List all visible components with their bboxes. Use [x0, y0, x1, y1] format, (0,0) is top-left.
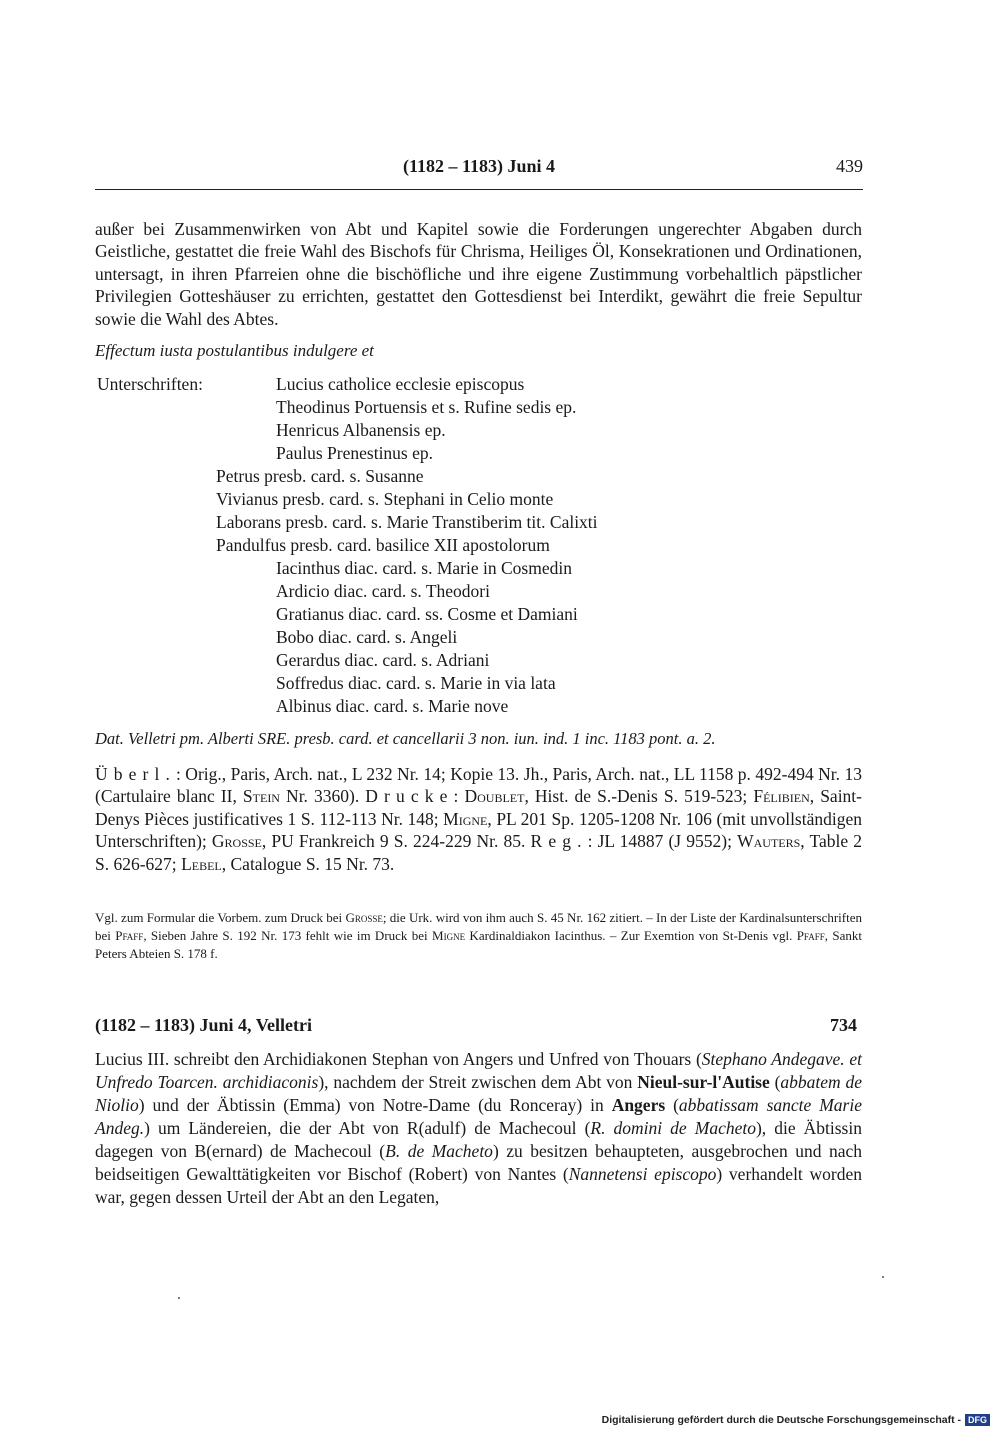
header-rule [95, 189, 863, 190]
reg-label: Reg. [530, 831, 588, 852]
transmission-paragraph: Überl.: Orig., Paris, Arch. nat., L 232 Nr. 14; Kopie 13. Jh., Paris, Arch. nat., LL 1158 p. 492-494 Nr. 13 (Cartulaire blanc II, Stein Nr. 3360). Drucke: Doublet, Hist. de S.-Denis S. 519-523; Félibien, Saint-Denys Pièces justificatives 1 S. 112-113 Nr. 148; Migne, PL 201 Sp. 1205-1208 Nr. 106 (mit unvollständigen Unterschriften); Grosse, PU Frankreich 9 S. 224-229 Nr. 85. Reg.: JL 14887 (J 9552); Wauters, Table 2 S. 626-627; Lebel, Catalogue S. 15 Nr. 73. [95, 764, 863, 874]
scan-speck [178, 1297, 180, 1299]
subscription: Gratianus diac. card. ss. Cosme et Damiani [276, 604, 578, 624]
running-title: (1182 – 1183) Juni 4 [402, 156, 556, 176]
subscription: Iacinthus diac. card. s. Marie in Cosmedin [276, 558, 572, 578]
subscription: Theodinus Portuensis et s. Rufine sedis ep. [276, 397, 577, 417]
page-number: 439 [836, 156, 863, 176]
subscription: Ardicio diac. card. s. Theodori [276, 581, 490, 601]
subscription: Laborans presb. card. s. Marie Transtiberim tit. Calixti [216, 512, 598, 532]
regest-heading [95, 1015, 857, 1039]
footer-text: Digitalisierung gefördert durch die Deutsche Forschungsgemeinschaft - [601, 1414, 961, 1426]
regest-number: 734 [830, 1015, 857, 1035]
drucke-label: Drucke [365, 786, 454, 807]
scan-speck [882, 1276, 884, 1278]
commentary-note: Vgl. zum Formular die Vorbem. zum Druck bei Grosse; die Urk. wird von ihm auch S. 45 Nr. 162 zitiert. – In der Liste der Kardinalsunterschriften bei Pfaff, Sieben Jahre S. 192 Nr. 173 fehlt wie im Druck bei Migne Kardinaldiakon Iacinthus. – Zur Exemtion von St-Denis vgl. Pfaff, Sankt Peters Abteien S. 178 f. [95, 910, 862, 961]
regest-text: Lucius III. schreibt den Archidiakonen Stephan von Angers und Unfred von Thouars (Stephano Andegave. et Unfredo Toarcen. archidiaconis), nachdem der Streit zwischen dem Abt von Nieul-sur-l'Autise (abbatem de Niolio) und der Äbtissin (Emma) von Notre-Dame (du Ronceray) in Angers (abbatissam sancte Marie Andeg.) um Ländereien, die der Abt von R(adulf) de Machecoul (R. domini de Macheto), die Äbtissin dagegen von B(ernard) de Machecoul (B. de Macheto) zu besitzen behaupteten, ausgebrochen und nach beidseitigen Gewalttätigkeiten vor Bischof (Robert) von Nantes (Nannetensi episcopo) verhandelt worden war, gegen dessen Urteil der Abt an den Legaten, [95, 1049, 863, 1207]
subscription: Paulus Prenestinus ep. [276, 443, 434, 463]
subscription: Henricus Albanensis ep. [276, 420, 446, 440]
regest-date: (1182 – 1183) Juni 4, Velletri [95, 1015, 313, 1035]
dating-clause: Dat. Velletri pm. Alberti SRE. presb. card. et cancellarii 3 non. iun. ind. 1 inc. 1183 pont. a. 2. [95, 729, 716, 748]
page-header [95, 156, 863, 182]
uberl-label: Überl. [95, 764, 176, 784]
dfg-logo: DFG [965, 1414, 990, 1426]
subscription: Pandulfus presb. card. basilice XII apostolorum [216, 535, 550, 555]
regest-continuation: außer bei Zusammenwirken von Abt und Kapitel sowie die Forderungen ungerechter Abgaben durch Geistliche, gestattet die freie Wahl des Bischofs für Chrisma, Heiliges Öl, Konsekrationen und Ordinationen, untersagt, in ihren Pfarreien ohne die bischöfliche und ihre eigene Zustimmung vorbehaltlich päpstlicher Privilegien Gotteshäuser zu errichten, gestattet den Gottesdienst bei Interdikt, gewährt die freie Sepultur sowie die Wahl des Abtes. [95, 219, 862, 329]
subscription: Lucius catholice ecclesie episcopus [276, 374, 525, 394]
incipit: Effectum iusta postulantibus indulgere et [95, 341, 374, 360]
footer-credit [602, 1414, 990, 1426]
subscription: Bobo diac. card. s. Angeli [276, 627, 458, 647]
subscription: Vivianus presb. card. s. Stephani in Celio monte [216, 489, 554, 509]
subscriptions-label: Unterschriften: [97, 374, 203, 394]
subscription: Petrus presb. card. s. Susanne [216, 466, 424, 486]
subscription: Soffredus diac. card. s. Marie in via lata [276, 673, 556, 693]
subscription: Gerardus diac. card. s. Adriani [276, 650, 490, 670]
subscription: Albinus diac. card. s. Marie nove [276, 696, 509, 716]
